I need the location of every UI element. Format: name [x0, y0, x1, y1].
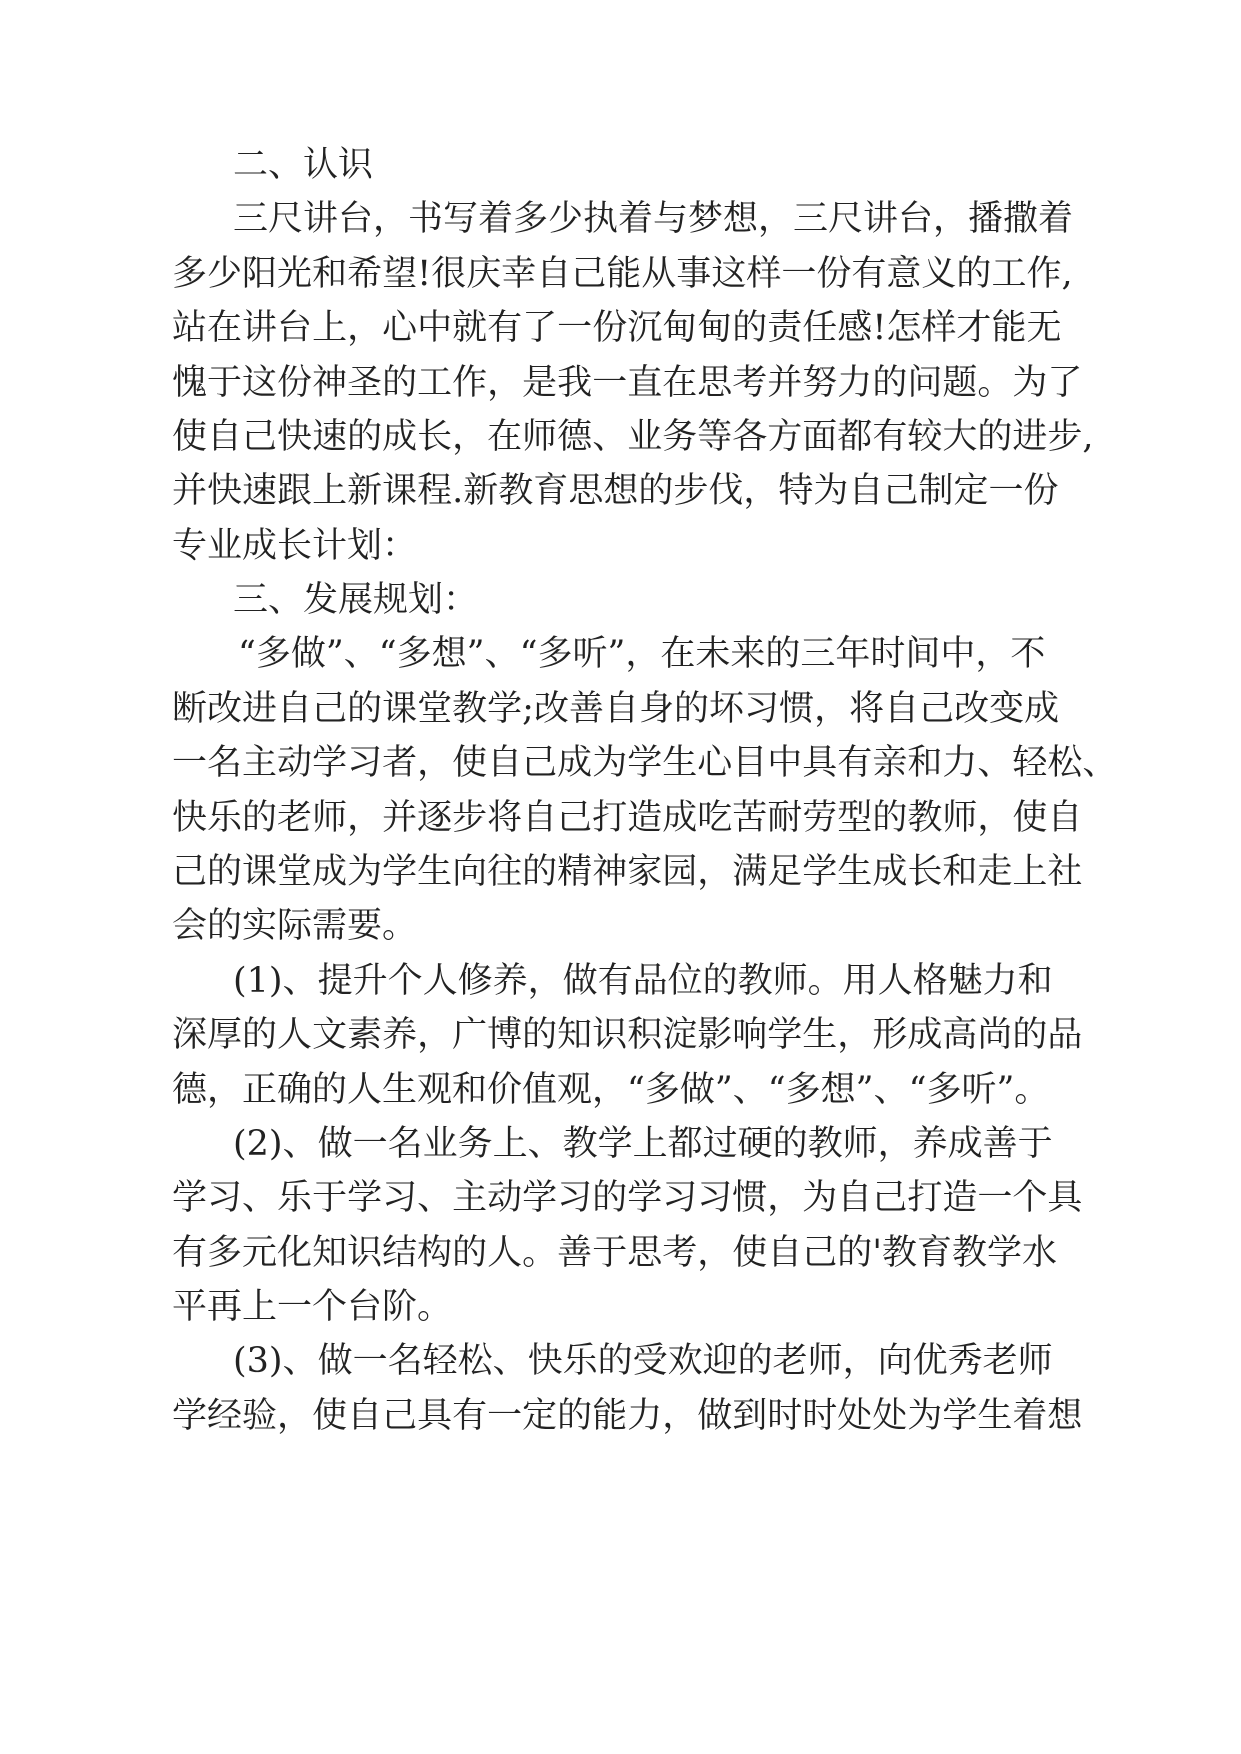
paragraph-line: 并 快 速 跟 上 新 课 程 . 新 教 育 思 想 的 步 伐 ， 特 为 自 己 制 定 一 份 [172, 471, 1059, 511]
list-item-1: (1)、提升个人修养，做有品位的教师。用人格魅力和 [233, 961, 1053, 1001]
list-item-2: (2)、做一名业务上、教学上都过硬的教师，养成善于 [233, 1124, 1053, 1164]
paragraph-line: 断 改 进 自 己 的 课 堂 教 学 ; 改 善 自 身 的 坏 习 惯 ， 将 自 己 改 变 成 [172, 689, 1060, 729]
section-heading-recognition: 二、认识 [233, 145, 374, 185]
paragraph-line: 德，正确的人生观和价值观，“多做”、“多想”、“多听”。 [172, 1070, 1050, 1110]
paragraph-line: 三尺讲台，书写着多少执着与梦想，三尺讲台，播撒着 [233, 199, 1074, 239]
paragraph-line: 愧 于 这 份 神 圣 的 工 作 ， 是 我 一 直 在 思 考 并 努 力 的 问 题 。 为 了 [172, 363, 1083, 403]
paragraph-line: 站 在 讲 台 上 ， 心 中 就 有 了 一 份 沉 甸 甸 的 责 任 感 ! 怎 样 才 能 无 [172, 308, 1062, 348]
paragraph-line: 快 乐 的 老 师 ， 并 逐 步 将 自 己 打 造 成 吃 苦 耐 劳 型 的 教 师 ， 使 自 [172, 798, 1083, 838]
paragraph-line: 己 的 课 堂 成 为 学 生 向 往 的 精 神 家 园 ， 满 足 学 生 成 长 和 走 上 社 [172, 852, 1083, 892]
paragraph-line: “多做”、“多想”、“多听”，在未来的三年时间中，不 [238, 634, 1046, 674]
list-item-3: (3)、做一名轻松、快乐的受欢迎的老师，向优秀老师 [233, 1341, 1053, 1381]
paragraph-line: 学 经 验 ， 使 自 己 具 有 一 定 的 能 力 ， 做 到 时 时 处 处 为 学 生 着 想 [172, 1396, 1083, 1436]
paragraph-line: 使 自 己 快 速 的 成 长 ， 在 师 德 、 业 务 等 各 方 面 都 有 较 大 的 进 步 , [172, 417, 1094, 457]
paragraph-line: 有 多 元 化 知 识 结 构 的 人 。 善 于 思 考 ， 使 自 己 的 ' 教 育 教 学 水 [172, 1233, 1058, 1273]
paragraph-line: 平再上一个台阶。 [172, 1287, 453, 1327]
paragraph-line: 多 少 阳 光 和 希 望 ! 很 庆 幸 自 己 能 从 事 这 样 一 份 有 意 义 的 工 作 , [172, 254, 1073, 294]
paragraph-line: 专业成长计划： [172, 526, 418, 566]
section-heading-development-plan: 三、发展规划： [233, 580, 479, 620]
paragraph-line: 一 名 主 动 学 习 者 ， 使 自 己 成 为 学 生 心 目 中 具 有 亲 和 力 、 轻 松 、 [172, 743, 1118, 783]
paragraph-line: 学 习 、 乐 于 学 习 、 主 动 学 习 的 学 习 习 惯 ， 为 自 己 打 造 一 个 具 [172, 1178, 1083, 1218]
paragraph-line: 深 厚 的 人 文 素 养 ， 广 博 的 知 识 积 淀 影 响 学 生 ， 形 成 高 尚 的 品 [172, 1015, 1083, 1055]
paragraph-line: 会的实际需要。 [172, 906, 418, 946]
